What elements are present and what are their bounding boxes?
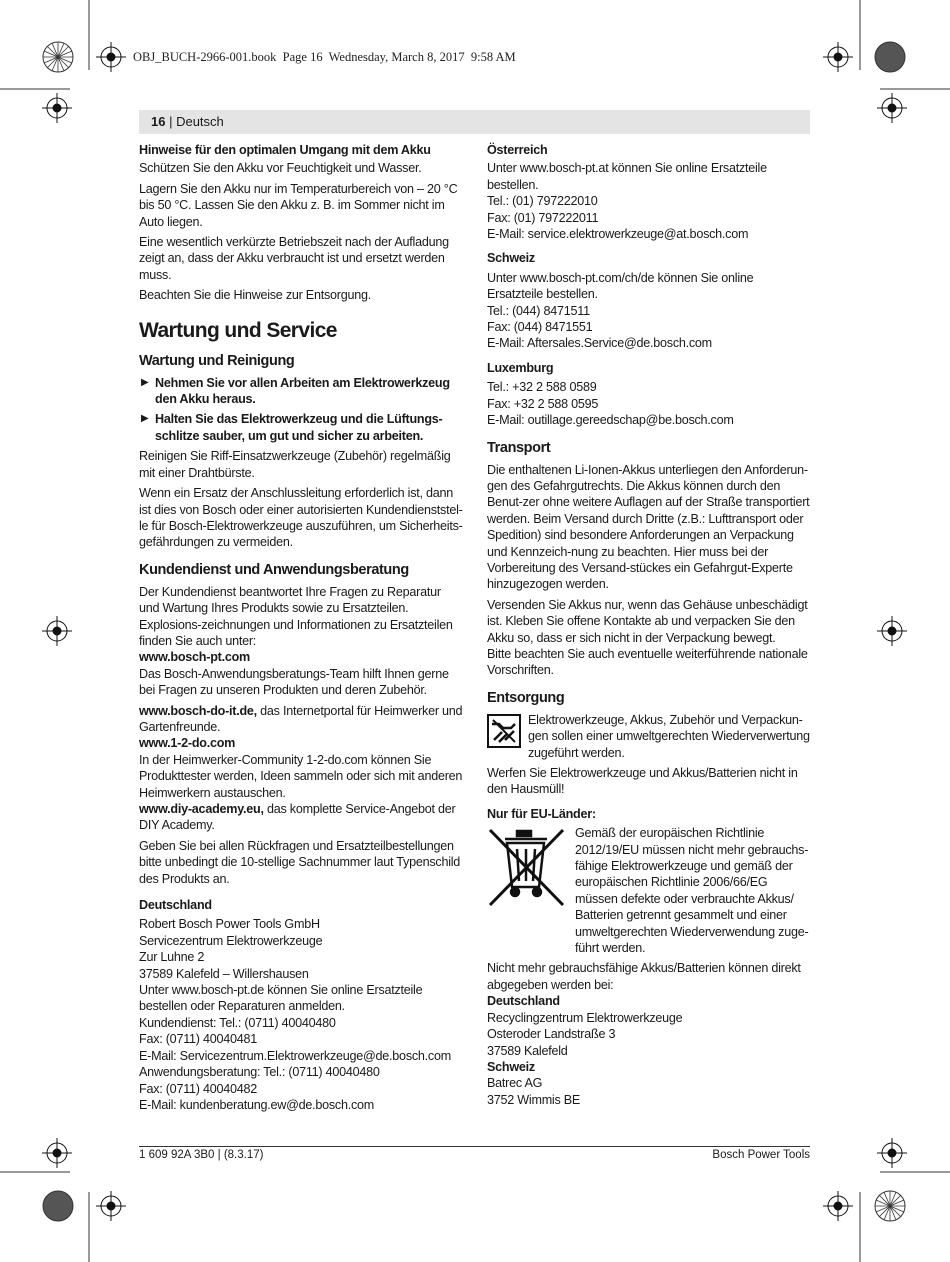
address-line: Unter www.bosch-pt.de können Sie online Ersatzteile <box>139 983 423 998</box>
transport-paragraph: Bitte beachten Sie auch eventuelle weiterführende nationale Vorschriften. <box>487 646 808 678</box>
address-line: bestellen oder Reparaturen anmelden. <box>139 999 345 1014</box>
link-description: das Internetportal für Heimwerker und Gartenfreunde. <box>139 703 463 734</box>
address-line: E-Mail: Servicezentrum.Elektrowerkzeuge@de.bosch.com <box>139 1048 451 1063</box>
section-title-wartung: Wartung und Service <box>139 318 337 342</box>
grey-dot-mark-bottom-left <box>43 1191 73 1221</box>
recycling-tools-icon <box>487 714 521 748</box>
address-heading-deutschland: Deutschland <box>487 994 560 1009</box>
page-number: 16 <box>151 114 166 129</box>
akku-heading: Hinweise für den optimalen Umgang mit dem Akku <box>139 143 431 157</box>
address-block-luxemburg <box>487 379 811 428</box>
transport-paragraph: Versenden Sie Akkus nur, wenn das Gehäuse unbeschädigt ist. Kleben Sie offene Kontakte ab und verpacken Sie den Akku so, dass er sich nicht in der Verpackung bewegt. <box>487 597 808 645</box>
weee-note <box>487 825 811 956</box>
triangle-bullet-icon: ▶ <box>141 413 149 425</box>
link-1-2-do[interactable]: www.1-2-do.com <box>139 736 236 751</box>
subsection-title-transport: Transport <box>487 439 551 456</box>
crosshair-mark-top-left <box>96 42 126 72</box>
address-line: Fax: +32 2 588 0595 <box>487 396 599 411</box>
wartung-paragraph: Wenn ein Ersatz der Anschlussleitung erforderlich ist, dann ist dies von Bosch oder einer autorisierten Kundendienststel-le für Bosch-Elektrowerkzeuge auszuführen, um Sicherheits-gefährdungen zu vermeiden. <box>139 486 463 550</box>
address-line: E-Mail: service.elektrowerkzeuge@at.bosch.com <box>487 227 749 242</box>
address-line: Robert Bosch Power Tools GmbH <box>139 917 320 932</box>
akku-paragraph: Lagern Sie den Akku nur im Temperaturbereich von – 20 °C bis 50 °C. Lassen Sie den Akku z. B. im Sommer nicht im Auto liegen. <box>139 181 458 229</box>
kundendienst-paragraph: In der Heimwerker-Community 1-2-do.com können Sie Produkttester werden, Ideen sammeln oder sich mit anderen Heimwerkern austauschen. <box>139 752 463 800</box>
address-heading-deutschland: Deutschland <box>139 898 212 913</box>
weee-note-text: Gemäß der europäischen Richtlinie 2012/19/EU müssen nicht mehr gebrauchs-fähige Elektrowerkzeuge und gemäß der europäischen Richtlinie 2006/66/EG müssen defekte oder verbrauchte Akkus/ Batterien getrennt gesammelt und einer umweltgerechten Wiederverwendung zuge-führt werden. <box>575 826 809 956</box>
crosshair-mark-top-right <box>823 42 853 72</box>
address-line: Fax: (0711) 40040481 <box>139 1032 257 1047</box>
triangle-bullet-icon: ▶ <box>141 376 149 388</box>
bullet-item <box>139 375 463 408</box>
link-paragraph <box>139 703 463 736</box>
recycling-note <box>487 712 811 761</box>
wartung-paragraph: Reinigen Sie Riff-Einsatzwerkzeuge (Zubehör) regelmäßig mit einer Drahtbürste. <box>139 449 451 480</box>
bullet-text: Halten Sie das Elektrowerkzeug und die Lüftungs-schlitze sauber, um gut und sicher zu arbeiten. <box>155 412 443 443</box>
link-bosch-do-it[interactable]: www.bosch-do-it.de, <box>139 703 257 718</box>
crossed-out-wheelie-bin-icon <box>487 825 567 925</box>
grey-dot-mark-top-right <box>875 42 905 72</box>
address-heading-oesterreich: Österreich <box>487 143 548 157</box>
address-line: Fax: (01) 797222011 <box>487 210 599 225</box>
entsorgung-paragraph: Nicht mehr gebrauchsfähige Akkus/Batterien können direkt abgegeben werden bei: <box>487 961 801 992</box>
link-description: das komplette Service-Angebot der DIY Academy. <box>139 802 456 833</box>
address-heading-schweiz: Schweiz <box>487 251 535 266</box>
address-heading-schweiz: Schweiz <box>487 1059 535 1074</box>
address-line: Tel.: (01) 797222010 <box>487 194 598 209</box>
address-line: 37589 Kalefeld – Willershausen <box>139 966 309 981</box>
eu-heading: Nur für EU-Länder: <box>487 806 596 821</box>
page-header <box>151 114 224 129</box>
address-line: Anwendungsberatung: Tel.: (0711) 40040480 <box>139 1065 380 1080</box>
address-line: Unter www.bosch-pt.com/ch/de können Sie online <box>487 270 754 285</box>
bullet-text: Nehmen Sie vor allen Arbeiten am Elektrowerkzeug den Akku heraus. <box>155 375 450 407</box>
subsection-title-entsorgung: Entsorgung <box>487 689 565 706</box>
address-line: Batrec AG <box>487 1076 543 1091</box>
page-header-bar <box>139 110 810 134</box>
right-column <box>487 142 811 1108</box>
starburst-mark-top-left <box>43 42 73 72</box>
address-block-schweiz <box>487 270 811 352</box>
print-slug: OBJ_BUCH-2966-001.book Page 16 Wednesday, March 8, 2017 9:58 AM <box>133 50 516 64</box>
footer-code: 1 609 92A 3B0 | (8.3.17) <box>139 1149 264 1161</box>
address-line: Servicezentrum Elektrowerkzeuge <box>139 933 323 948</box>
kundendienst-paragraph: Der Kundendienst beantwortet Ihre Fragen zu Reparatur und Wartung Ihres Produkts sowie zu Ersatzteilen. Explosions-zeichnungen und Informationen zu Ersatzteilen finden Sie auch unter: <box>139 584 453 648</box>
address-line: Fax: (0711) 40040482 <box>139 1081 257 1096</box>
footer-rule <box>139 1146 810 1147</box>
address-line: Tel.: (044) 8471511 <box>487 303 590 318</box>
address-line: Zur Luhne 2 <box>139 950 205 965</box>
subsection-title-reinigung: Wartung und Reinigung <box>139 352 295 369</box>
address-block-deutschland <box>139 916 463 1113</box>
address-line: E-Mail: Aftersales.Service@de.bosch.com <box>487 336 712 351</box>
link-bosch-pt[interactable]: www.bosch-pt.com <box>139 650 250 665</box>
footer-brand: Bosch Power Tools <box>712 1149 810 1161</box>
address-block-oesterreich <box>487 160 811 242</box>
address-line: Ersatzteile bestellen. <box>487 287 598 302</box>
address-line: Tel.: +32 2 588 0589 <box>487 380 597 395</box>
address-line: 3752 Wimmis BE <box>487 1092 581 1107</box>
recycling-note-text: Elektrowerkzeuge, Akkus, Zubehör und Verpackun-gen sollen einer umweltgerechten Wiederverwertung zugeführt werden. <box>528 712 810 760</box>
address-line: bestellen. <box>487 177 539 192</box>
address-heading-luxemburg: Luxemburg <box>487 360 554 375</box>
entsorgung-paragraph: Werfen Sie Elektrowerkzeuge und Akkus/Batterien nicht in den Hausmüll! <box>487 766 798 797</box>
header-language: Deutsch <box>176 114 224 129</box>
address-line: Fax: (044) 8471551 <box>487 320 593 335</box>
header-separator: | <box>165 114 177 129</box>
transport-paragraph: Die enthaltenen Li-Ionen-Akkus unterliegen den Anforderun-gen des Gefahrgutrechts. Die Akkus können durch den Benut-zer ohne weitere Auflagen auf der Straße transportiert werden. Beim Versand durch Dritte (z.B.: Lufttransport oder Spedition) sind besondere Anforderungen an Verpackung und Kennzeich-nung zu beachten. Hier muss bei der Vorbereitung des Versand-stückes ein Gefahrgut-Experte hinzugezogen werden. <box>487 462 810 592</box>
akku-paragraph: Beachten Sie die Hinweise zur Entsorgung. <box>139 288 371 303</box>
kundendienst-paragraph: Das Bosch-Anwendungsberatungs-Team hilft Ihnen gerne bei Fragen zu unseren Produkten und deren Zubehör. <box>139 666 449 698</box>
address-line: E-Mail: outillage.gereedschap@be.bosch.com <box>487 413 734 428</box>
address-line: Recyclingzentrum Elektrowerkzeuge <box>487 1010 683 1025</box>
address-line: Osteroder Landstraße 3 <box>487 1027 616 1042</box>
akku-paragraph: Eine wesentlich verkürzte Betriebszeit nach der Aufladung zeigt an, dass der Akku verbraucht ist und ersetzt werden muss. <box>139 235 449 282</box>
subsection-title-kundendienst: Kundendienst und Anwendungsberatung <box>139 561 409 578</box>
kundendienst-paragraph: Geben Sie bei allen Rückfragen und Ersatzteilbestellungen bitte unbedingt die 10-stellige Sachnummer laut Typenschild des Produkts an. <box>139 838 461 886</box>
link-diy-academy[interactable]: www.diy-academy.eu, <box>139 802 264 816</box>
address-line: Unter www.bosch-pt.at können Sie online Ersatzteile <box>487 161 767 176</box>
address-line: 37589 Kalefeld <box>487 1043 568 1058</box>
link-paragraph <box>139 801 463 834</box>
address-line: Kundendienst: Tel.: (0711) 40040480 <box>139 1015 336 1030</box>
akku-paragraph: Schützen Sie den Akku vor Feuchtigkeit und Wasser. <box>139 161 422 176</box>
bullet-item <box>139 411 463 444</box>
left-column <box>139 142 463 1113</box>
starburst-mark-bottom-right <box>875 1191 905 1221</box>
address-line: E-Mail: kundenberatung.ew@de.bosch.com <box>139 1097 375 1112</box>
